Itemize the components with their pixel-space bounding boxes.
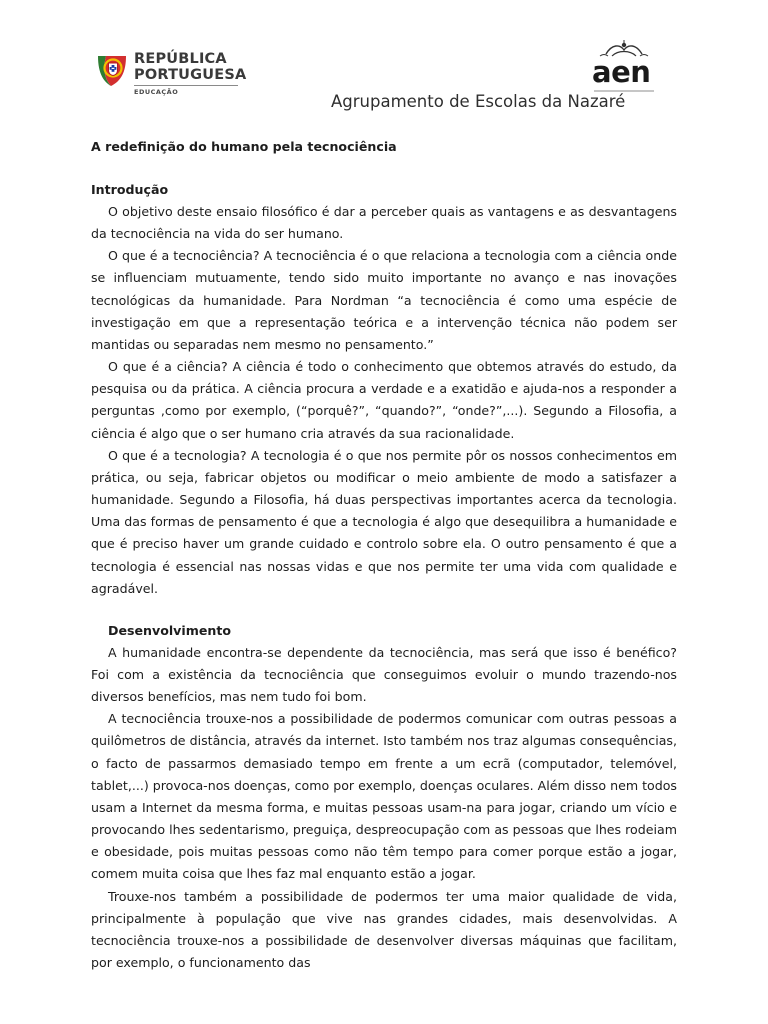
aen-logo [586,40,662,96]
paragraph: Trouxe-nos também a possibilidade de podermos ter uma maior qualidade de vida, principalmente à população que vive nas grandes cidades, mais desenvolvidas. A tecnociência trouxe-nos a possibilidade de desenvolver diversas máquinas que facilitam, por exemplo, o funcionamento das [91,888,677,970]
republica-line-1: REPÚBLICA [134,51,227,67]
republica-subtitle: EDUCAÇÃO [134,88,179,96]
school-name: Agrupamento de Escolas da Nazaré [331,92,626,111]
essay-content [91,136,677,974]
spacer [91,158,677,179]
section-heading-introducao: Introdução [91,182,169,197]
spacer [91,600,677,620]
paragraph: O que é a tecnociência? A tecnociência é o que relaciona a tecnologia com a ciência onde se influenciam mutuamente, tendo sido muito importante no avanço e nas inovações tecnológicas da humanidade. Para Nordman “a tecnociência é como uma espécie de investigação em que a representação teórica e a intervenção técnica não podem ser mantidas ou separadas nem mesmo no pensamento.” [91,248,677,352]
portuguese-coat-of-arms-icon [94,48,130,88]
document-title: A redefinição do humano pela tecnociência [91,139,397,154]
paragraph: A humanidade encontra-se dependente da tecnociência, mas será que isso é benéfico? Foi com a existência da tecnociência que conseguimos evoluir o mundo trazendo-nos diversos benefícios, mas nem tudo foi bom. [91,644,677,705]
republica-line-2: PORTUGUESA [134,67,247,83]
paragraph: O objetivo deste ensaio filosófico é dar a perceber quais as vantagens e as desvantagens da tecnociência na vida do ser humano. [91,204,677,242]
letterhead [0,0,768,130]
aen-logo-text: aen [592,55,651,89]
republica-portuguesa-logo [94,46,254,98]
paragraph: A tecnociência trouxe-nos a possibilidade de podermos comunicar com outras pessoas a quilômetros de distância, através da internet. Isto também nos traz algumas consequências, o facto de passarmos demasiado tempo em frente a um ecrã (computador, telemóvel, tablet,...) provoca-nos doenças, como por exemplo, doenças oculares. Além disso nem todos usam a Internet da mesma forma, e muitas pessoas usam-na para jogar, criando um vício e provocando lhes sedentarismo, preguiça, despreocupação com as pessoas que lhes rodeiam e obesidade, pois muitas pessoas como não têm tempo para comer porque estão a jogar, comem muita coisa que lhes faz mal enquanto estão a jogar. [91,711,677,882]
logo-divider [134,85,238,86]
paragraph: O que é a ciência? A ciência é todo o conhecimento que obtemos através do estudo, da pesquisa ou da prática. A ciência procura a verdade e a exatidão e ajuda-nos a responder a perguntas ,como por exemplo, (“porquê?”, “quando?”, “onde?”,...). Segundo a Filosofia, a ciência é algo que o ser humano cria através da sua racionalidade. [91,359,677,441]
paragraph: O que é a tecnologia? A tecnologia é o que nos permite pôr os nossos conhecimentos em prática, ou seja, fabricar objetos ou modificar o meio ambiente de modo a satisfazer a humanidade. Segundo a Filosofia, há duas perspectivas importantes acerca da tecnologia. Uma das formas de pensamento é que a tecnologia é algo que desequilibra a humanidade e que é preciso haver um grande cuidado e controlo sobre ela. O outro pensamento é que a tecnologia é essencial nas nossas vidas e que nos permite ter uma vida com qualidade e agradável. [91,447,677,596]
section-heading-desenvolvimento: Desenvolvimento [108,622,232,638]
